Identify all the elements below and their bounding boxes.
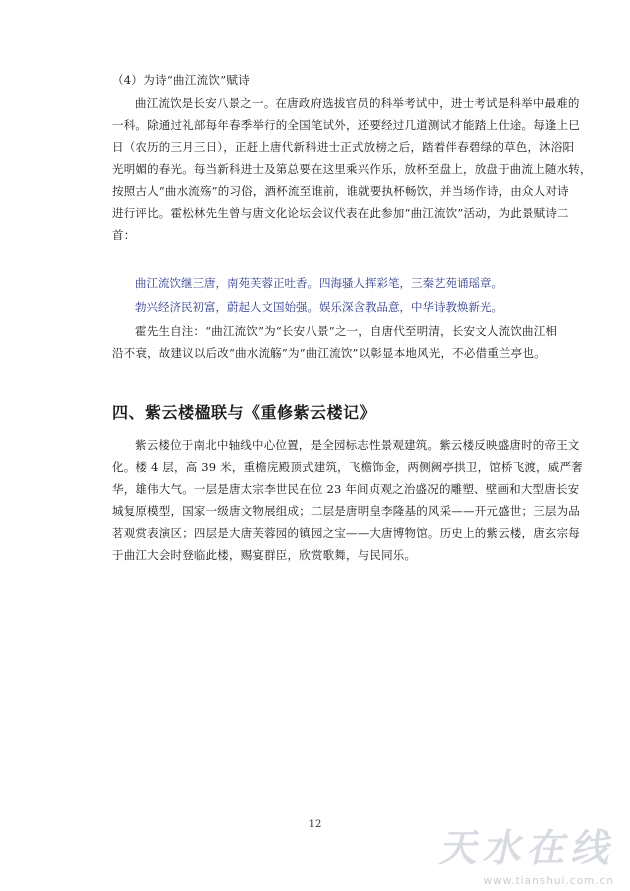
paragraph-line: 光明媚的春光。每当新科进士及第总要在这里乘兴作乐，放杯至盘上，放盘于曲流上随水转， xyxy=(112,162,592,176)
paragraph-author-note xyxy=(112,320,558,364)
paragraph-line: 曲江流饮是长安八景之一。在唐政府选拔官员的科举考试中，进士考试是科举中最难的 xyxy=(135,96,580,110)
watermark-logo-text: 天水在线 xyxy=(436,826,622,870)
watermark-url: www.tianshui.com.cn xyxy=(483,875,614,887)
paragraph-line: 城复原模型，国家一级唐文物展组成；二层是唐明皇李隆基的风采——开元盛世；三层为品 xyxy=(112,504,580,518)
paragraph-line: 化。楼 4 层，高 39 米，重檐庑殿顶式建筑，飞檐饰金，两侧阙亭拱卫，馆桥飞渡，威严奢 xyxy=(112,460,583,474)
paragraph-line: 按照古人“曲水流殇”的习俗，酒杯流至谁前，谁就要执杯畅饮，并当场作诗，由众人对诗 xyxy=(112,184,569,198)
paragraph-line: 沿不衰，故建议以后改“曲水流觞”为“曲江流饮”以彰显本地风光，不必借重兰亭也。 xyxy=(112,346,546,360)
paragraph-line: 进行评比。霍松林先生曾与唐文化论坛会议代表在此参加“曲江流饮”活动，为此景赋诗二 xyxy=(112,206,569,220)
poem-line-1: 曲江流饮继三唐，南苑芙蓉正吐香。四海骚人挥彩笔，三秦艺苑诵瑶章。 xyxy=(135,276,503,290)
paragraph-line: 日（农历的三月三日），正赶上唐代新科进士正式放榜之后，踏着伴春碧绿的草色，沐浴阳 xyxy=(112,140,575,154)
paragraph-line: 霍先生自注：“曲江流饮”为“长安八景”之一，自唐代至明清，长安文人流饮曲江相 xyxy=(135,324,558,338)
paragraph-line: 一科。除通过礼部每年春季举行的全国笔试外，还要经过几道测试才能踏上仕途。每逢上巳 xyxy=(112,118,580,132)
subsection-title: （4）为诗“曲江流饮”赋诗 xyxy=(112,73,250,87)
paragraph-qujiang-liuyin xyxy=(112,92,592,246)
paragraph-line: 紫云楼位于南北中轴线中心位置，是全园标志性景观建筑。紫云楼反映盛唐时的帝王文 xyxy=(135,438,580,452)
paragraph-line: 首： xyxy=(112,228,136,242)
paragraph-ziyun-tower xyxy=(112,434,583,566)
paragraph-line: 茗观赏表演区；四层是大唐芙蓉园的镇园之宝——大唐博物馆。历史上的紫云楼，唐玄宗每 xyxy=(112,526,580,540)
paragraph-line: 华，雄伟大气。一层是唐太宗李世民在位 23 年间贞观之治盛况的雕塑、壁画和大型唐长安 xyxy=(112,482,580,496)
section-title: 四、紫云楼楹联与《重修紫云楼记》 xyxy=(112,403,377,422)
poem-line-2: 勃兴经济民初富，蔚起人文国始强。娱乐深含教品意，中华诗教焕新光。 xyxy=(135,300,503,314)
site-watermark xyxy=(428,817,622,887)
page-number: 12 xyxy=(308,819,322,830)
paragraph-line: 于曲江大会时登临此楼，赐宴群臣，欣赏歌舞，与民同乐。 xyxy=(112,548,417,562)
